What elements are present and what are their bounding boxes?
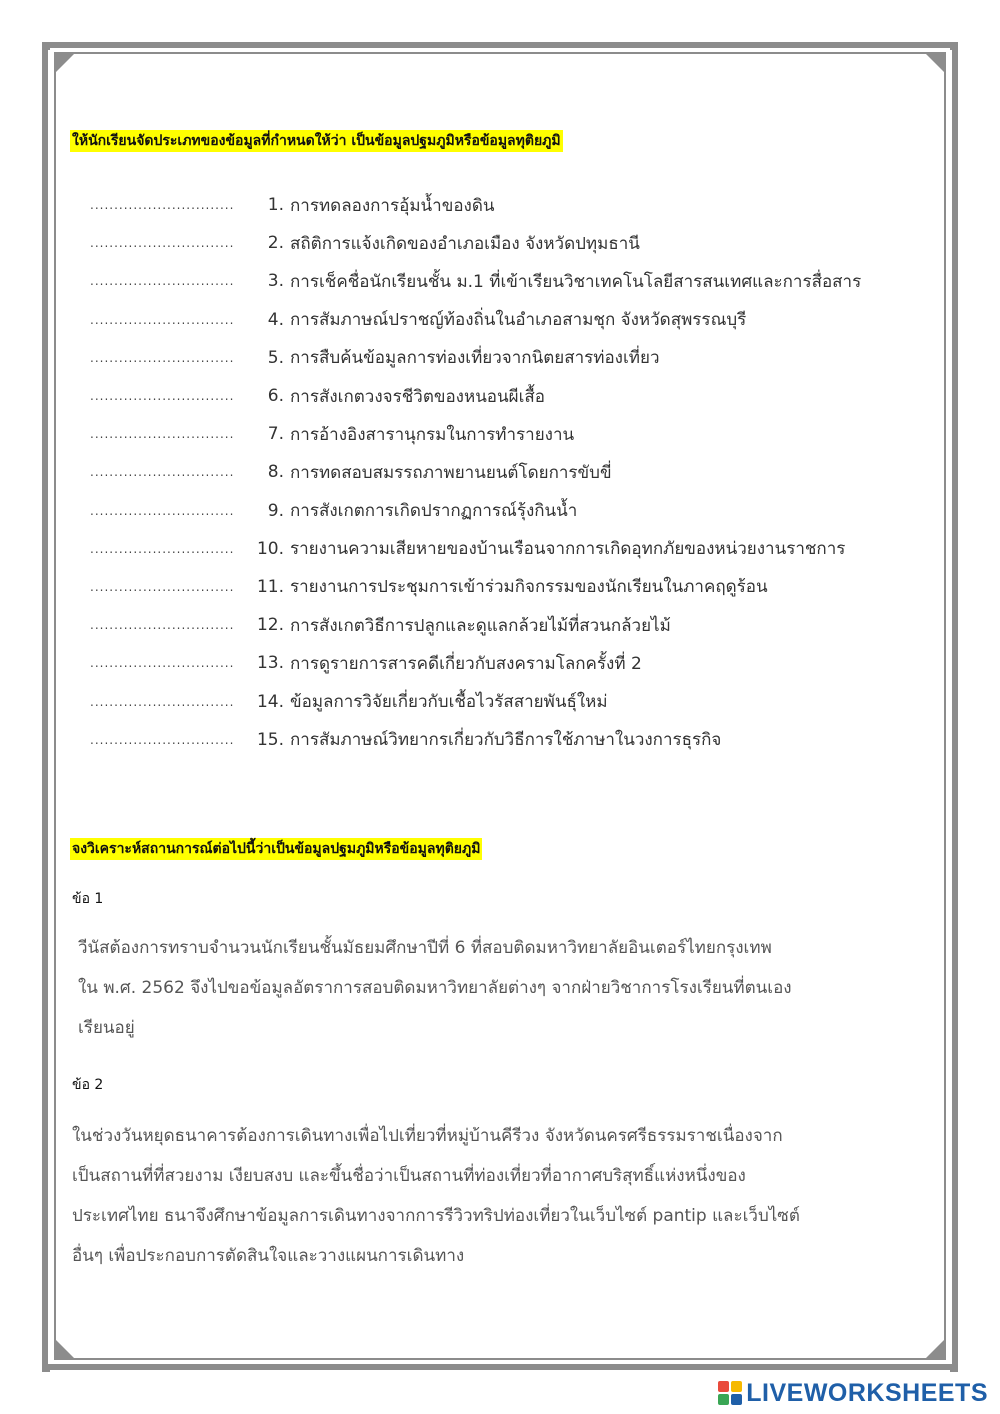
item-number: 14.: [256, 691, 284, 712]
question-1-line: ใน พ.ศ. 2562 จึงไปขอข้อมูลอัตราการสอบติดมหาวิทยาลัยต่างๆ จากฝ่ายวิชาการโรงเรียนที่ตนเอง: [78, 978, 792, 998]
question-2-line: อื่นๆ เพื่อประกอบการตัดสินใจและวางแผนการเดินทาง: [72, 1246, 465, 1266]
answer-blank[interactable]: ..............................: [90, 198, 235, 213]
item-text: การสังเกตวงจรชีวิตของหนอนผีเสื้อ: [290, 386, 545, 407]
answer-blank[interactable]: ..............................: [90, 503, 235, 518]
logo-icon: [718, 1381, 742, 1405]
item-text: รายงานการประชุมการเข้าร่วมกิจกรรมของนักเรียนในภาคฤดูร้อน: [290, 577, 768, 598]
item-text: การอ้างอิงสารานุกรมในการทำรายงาน: [290, 424, 575, 445]
section2-heading: [70, 838, 482, 860]
item-number: 3.: [267, 271, 284, 292]
answer-blank[interactable]: ..............................: [90, 656, 235, 671]
item-number: 12.: [256, 615, 284, 636]
item-number: 4.: [267, 309, 284, 330]
corner-ornament: [926, 54, 944, 72]
item-text: การทดสอบสมรรถภาพยานยนต์โดยการขับขี่: [290, 462, 612, 483]
logo-square: [718, 1381, 729, 1392]
classification-list: [90, 186, 940, 759]
question-2-text: [72, 1116, 800, 1276]
list-item: [90, 186, 940, 224]
list-item: [90, 606, 940, 644]
question-1-text: [78, 928, 792, 1048]
list-item: [90, 530, 940, 568]
question-2-line: ประเทศไทย ธนาจึงศึกษาข้อมูลการเดินทางจากการรีวิวทริปท่องเที่ยวในเว็บไซต์ pantip และเว็บไซต์: [72, 1206, 800, 1226]
item-text: การเช็คชื่อนักเรียนชั้น ม.1 ที่เข้าเรียนวิชาเทคโนโลยีสารสนเทศและการสื่อสาร: [290, 271, 862, 292]
answer-blank[interactable]: ..............................: [90, 427, 235, 442]
item-text: การทดลองการอุ้มน้ำของดิน: [290, 195, 495, 216]
answer-blank[interactable]: ..............................: [90, 389, 235, 404]
item-text: การสัมภาษณ์วิทยากรเกี่ยวกับวิธีการใช้ภาษาในวงการธุรกิจ: [290, 730, 722, 751]
item-number: 8.: [267, 462, 284, 483]
item-number: 13.: [256, 653, 284, 674]
list-item: [90, 721, 940, 759]
item-text: การสัมภาษณ์ปราชญ์ท้องถิ่นในอำเภอสามชุก จังหวัดสุพรรณบุรี: [290, 310, 747, 331]
logo-square: [718, 1394, 729, 1405]
question-2-line: เป็นสถานที่ที่สวยงาม เงียบสงบ และขึ้นชื่อว่าเป็นสถานที่ท่องเที่ยวที่อากาศบริสุทธิ์แห่งหนึ่งของ: [72, 1166, 746, 1186]
item-number: 1.: [267, 195, 284, 216]
logo-square: [731, 1381, 742, 1392]
answer-blank[interactable]: ..............................: [90, 236, 235, 251]
list-item: [90, 682, 940, 720]
item-number: 9.: [267, 500, 284, 521]
question-1-line: วีนัสต้องการทราบจำนวนนักเรียนชั้นมัธยมศึกษาปีที่ 6 ที่สอบติดมหาวิทยาลัยอินเตอร์ไทยกรุงเทพ: [78, 938, 772, 958]
list-item: [90, 453, 940, 491]
answer-blank[interactable]: ..............................: [90, 541, 235, 556]
item-text: รายงานความเสียหายของบ้านเรือนจากการเกิดอุทกภัยของหน่วยงานราชการ: [290, 539, 846, 560]
list-item: [90, 377, 940, 415]
item-text: การดูรายการสารคดีเกี่ยวกับสงครามโลกครั้งที่ 2: [290, 653, 642, 674]
answer-blank[interactable]: ..............................: [90, 694, 235, 709]
corner-ornament: [56, 54, 74, 72]
question-2-line: ในช่วงวันหยุดธนาคารต้องการเดินทางเพื่อไปเที่ยวที่หมู่บ้านคีรีวง จังหวัดนครศรีธรรมราชเนื่องจาก: [72, 1126, 783, 1146]
corner-ornament: [56, 1340, 74, 1358]
item-text: การสังเกตการเกิดปรากฏการณ์รุ้งกินน้ำ: [290, 501, 578, 522]
question-2-label: ข้อ 2: [72, 1077, 104, 1093]
question-1-label: ข้อ 1: [72, 891, 104, 907]
item-number: 6.: [267, 386, 284, 407]
liveworksheets-logo[interactable]: [718, 1376, 988, 1410]
section1-heading: [70, 130, 563, 152]
section1-heading-text: ให้นักเรียนจัดประเภทของข้อมูลที่กำหนดให้ว่า เป็นข้อมูลปฐมภูมิหรือข้อมูลทุติยภูมิ: [70, 130, 563, 152]
corner-ornament: [926, 1340, 944, 1358]
answer-blank[interactable]: ..............................: [90, 579, 235, 594]
list-item: [90, 644, 940, 682]
item-text: สถิติการแจ้งเกิดของอำเภอเมือง จังหวัดปทุมธานี: [290, 233, 640, 254]
item-number: 2.: [267, 233, 284, 254]
list-item: [90, 224, 940, 262]
answer-blank[interactable]: ..............................: [90, 350, 235, 365]
section2-heading-text: จงวิเคราะห์สถานการณ์ต่อไปนี้ว่าเป็นข้อมูลปฐมภูมิหรือข้อมูลทุติยภูมิ: [70, 838, 482, 860]
item-number: 15.: [256, 729, 284, 750]
corner-nub: [42, 42, 50, 50]
list-item: [90, 492, 940, 530]
logo-square: [731, 1394, 742, 1405]
item-number: 10.: [256, 538, 284, 559]
answer-blank[interactable]: ..............................: [90, 312, 235, 327]
list-item: [90, 262, 940, 300]
answer-blank[interactable]: ..............................: [90, 732, 235, 747]
item-number: 5.: [267, 347, 284, 368]
answer-blank[interactable]: ..............................: [90, 618, 235, 633]
list-item: [90, 339, 940, 377]
corner-nub: [950, 42, 958, 50]
list-item: [90, 415, 940, 453]
item-text: การสังเกตวิธีการปลูกและดูแลกล้วยไม้ที่สวนกล้วยไม้: [290, 615, 671, 636]
item-number: 7.: [267, 424, 284, 445]
item-text: ข้อมูลการวิจัยเกี่ยวกับเชื้อไวรัสสายพันธุ์ใหม่: [290, 692, 608, 713]
item-number: 11.: [256, 576, 284, 597]
corner-nub: [42, 1364, 50, 1372]
item-text: การสืบค้นข้อมูลการท่องเที่ยวจากนิตยสารท่องเที่ยว: [290, 348, 660, 369]
corner-nub: [950, 1364, 958, 1372]
list-item: [90, 301, 940, 339]
list-item: [90, 568, 940, 606]
logo-text: LIVEWORKSHEETS: [746, 1378, 988, 1407]
question-1-line: เรียนอยู่: [78, 1018, 135, 1038]
answer-blank[interactable]: ..............................: [90, 465, 235, 480]
answer-blank[interactable]: ..............................: [90, 274, 235, 289]
